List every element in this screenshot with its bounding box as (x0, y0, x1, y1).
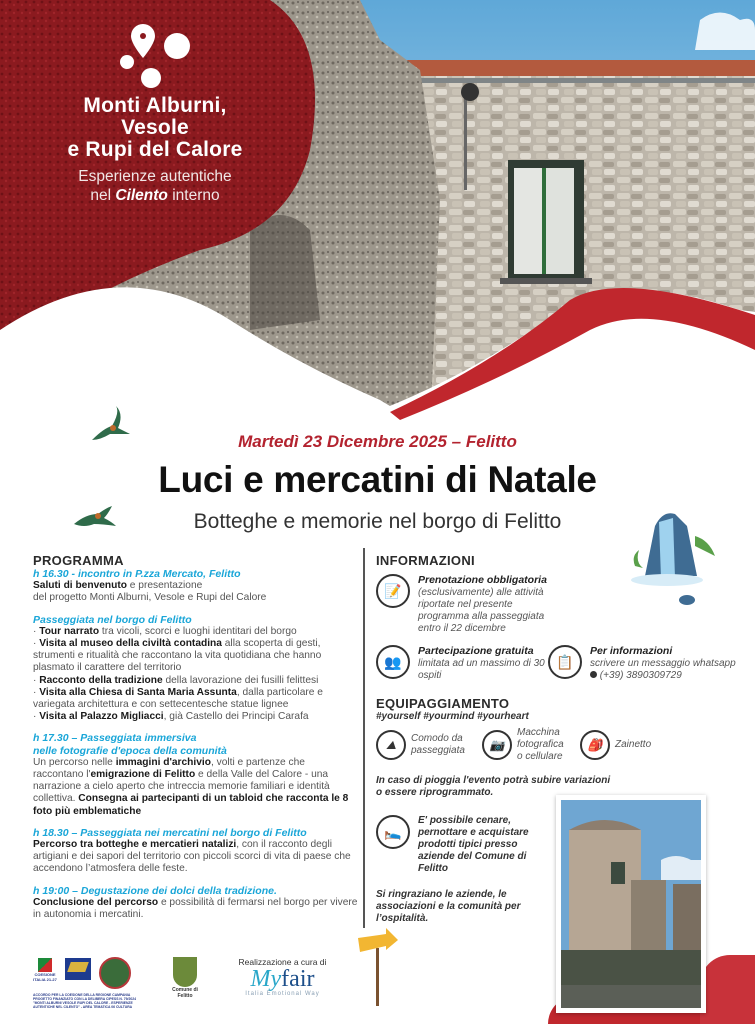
tagline-line1: Esperienze autentiche (78, 168, 232, 185)
red-shape-bottom (700, 955, 755, 1024)
bold-text: Conclusione del percorso (33, 896, 159, 908)
info-title: Partecipazione gratuita (418, 645, 534, 657)
info-text: limitata ad un massimo di 30 ospiti (418, 658, 545, 681)
body-text: , dalla particolare e variegata architettura e con settecentesche statue lignee (33, 686, 323, 711)
equipment-list (376, 727, 746, 763)
programma-block-1900 (33, 885, 358, 922)
camera-icon: 📷 (482, 730, 512, 760)
myfair-wordmark (225, 967, 340, 991)
whatsapp-icon (590, 671, 597, 678)
body-text: , con il racconto degli artigiani e dei sapori del territorio con piccoli scorci di vita di paese che accendono l’atmosfera delle feste. (33, 839, 351, 875)
info-gratuita (376, 645, 548, 682)
brand-name-line2: Vesole (121, 116, 189, 139)
bold-text: Tour narrato (39, 625, 100, 637)
bed-shop-icon: 🛌 (376, 815, 410, 849)
funding-note: ACCORDO PER LA COESIONE DELLA REGIONE CAMPANIA PROGETTO FINANZIATO CON LA DELIBERA CIPESS N. 79/2024 "MONTI ALBURNI VESOLE RUPI DEL CALORE - ESPERIENZE AUTENTICHE NEL CILENTO" - AREA TEMATICA 06 CULTURA (33, 993, 136, 1009)
bold-text: Visita alla Chiesa di Santa Maria Assunta (39, 686, 237, 698)
brand-name-line1: Monti Alburni, (83, 94, 227, 117)
bold-text: Visita al museo della civiltà contadina (39, 638, 222, 650)
people-group-icon: 👥 (376, 645, 410, 679)
regione-campania-logo (65, 958, 91, 980)
tagline-cilento: Cilento (115, 187, 168, 204)
myfair-fair: fair (281, 966, 315, 992)
myfair-logo (225, 957, 340, 997)
body-text: Un percorso nelle (33, 756, 116, 768)
body-text: alla scoperta di gesti, strumenti e ritualità che raccontano la vita quotidiana che hanno plasmato il carattere del territorio (33, 638, 322, 674)
phone-number[interactable]: (+39) 3890309729 (599, 670, 682, 681)
bold-text: Saluti di benvenuto (33, 580, 127, 592)
info-prenotazione (376, 574, 566, 635)
hiker-icon: ⛰ (376, 730, 406, 760)
brand-tagline (20, 167, 290, 205)
hashtags: #yourself #yourmind #yourheart (376, 711, 529, 722)
time-heading: h 16.30 - incontro in P.zza Mercato, Felitto (33, 568, 241, 580)
signpost-illustration-icon (356, 928, 400, 1008)
list-item: · Racconto della tradizione della lavorazione dei fusilli felittesi (33, 674, 319, 686)
info-title: Prenotazione obbligatoria (418, 574, 547, 586)
brand-name-line3: e Rupi del Calore (67, 138, 243, 161)
bold-text: emigrazione di Felitto (90, 769, 196, 781)
coesione-mark-icon (38, 958, 52, 972)
info-contatti (548, 645, 738, 682)
event-title: Luci e mercatini di Natale (158, 459, 597, 500)
equipment-label: Macchina fotografica o cellulare (517, 727, 564, 762)
time-heading: h 18.30 – Passeggiata nei mercatini nel borgo di Felitto (33, 826, 307, 839)
partner-logos (33, 955, 353, 1020)
list-item: · Visita alla Chiesa di Santa Maria Assunta, dalla particolare e variegata architettura e con settecentesche statue lignee (33, 686, 323, 711)
programma-block-1830 (33, 827, 358, 876)
time-heading: h 19:00 – Degustazione dei dolci della tradizione. (33, 884, 277, 897)
equipment-label: Zainetto (615, 739, 652, 750)
list-item: · Visita al Palazzo Migliacci, già Castello dei Principi Carafa (33, 711, 309, 723)
programma-section (33, 553, 358, 930)
comune-felitto-logo (168, 957, 202, 999)
tagline-part-a: nel (90, 187, 116, 204)
myfair-tagline: Italia Emotional Way (245, 991, 320, 997)
coesione-label: COESIONE ITALIA 21-27 (33, 972, 57, 982)
thanks-note: Si ringraziano le aziende, le associazioni e la comunità per l’ospitalità. (376, 889, 521, 924)
bold-text: Percorso tra botteghe e mercatieri natalizi (33, 839, 237, 851)
bold-text: Consegna ai partecipanti di un tabloid che racconta le 8 foto più emblematiche (33, 793, 349, 817)
repubblica-italiana-emblem (99, 957, 131, 989)
bold-text: immagini d'archivio (115, 756, 211, 768)
info-text: scrivere un messaggio whatsapp (590, 658, 736, 669)
time-heading: Passeggiata nel borgo di Felitto (33, 613, 192, 626)
body-paragraph (33, 757, 358, 818)
programma-block-1630 (33, 568, 358, 605)
equipment-item-backpack (580, 727, 651, 763)
body-text: , già Castello dei Principi Carafa (163, 711, 309, 723)
equipment-label: Comodo da passeggiata (411, 733, 465, 756)
myfair-my: My (250, 966, 282, 992)
village-photo-frame (556, 795, 706, 1013)
programma-block-1730 (33, 732, 358, 817)
document-icon: 📝 (376, 574, 410, 608)
body-text: e presentazione (126, 580, 203, 592)
column-divider (363, 548, 365, 928)
clipboard-clock-icon: 📋 (548, 645, 582, 679)
info-title: Per informazioni (590, 645, 673, 657)
programma-heading: PROGRAMMA (33, 553, 124, 568)
bold-text: Racconto della tradizione (39, 674, 163, 686)
equipment-item-camera (482, 727, 570, 763)
list-item: · Tour narrato tra vicoli, scorci e luoghi identitari del borgo (33, 625, 297, 637)
event-date: Martedì 23 Dicembre 2025 – Felitto (238, 432, 517, 451)
equipaggiamento-heading: EQUIPAGGIAMENTO (376, 696, 510, 711)
body-text: del progetto Monti Alburni, Vesole e Rupi del Calore (33, 592, 267, 604)
time-heading: nelle fotografie d'epoca della comunità (33, 744, 227, 757)
coesione-italia-logo (33, 958, 57, 990)
list-item: · Visita al museo della civiltà contadina alla scoperta di gesti, strumenti e ritualità che raccontano la vita quotidiana che hanno plasmato il carattere del territorio (33, 638, 322, 674)
brand-logo (20, 20, 290, 205)
village-photo (561, 800, 701, 1008)
body-text: tra vicoli, scorci e luoghi identitari del borgo (99, 625, 297, 637)
food-note-row (376, 815, 551, 875)
location-pin-logo-icon (115, 20, 195, 90)
tagline-part-c: interno (167, 187, 220, 204)
body-text: della lavorazione dei fusilli felittesi (162, 674, 319, 686)
body-text: , volti e partenze che raccontano l' (33, 756, 305, 781)
bold-text: Visita al Palazzo Migliacci (39, 711, 164, 723)
time-heading: h 17.30 – Passeggiata immersiva (33, 732, 197, 745)
rain-note: In caso di pioggia l'evento potrà subire variazioni o essere riprogrammato. (376, 775, 611, 798)
backpack-icon: 🎒 (580, 730, 610, 760)
felitto-coat-of-arms-icon (173, 957, 197, 987)
campania-mark-icon (67, 962, 89, 972)
equipment-item-shoes (376, 727, 472, 763)
body-text: e della Valle del Calore - una narrazione a cielo aperto che intreccia memorie familiari e identità collettiva. (33, 769, 330, 805)
informazioni-heading: INFORMAZIONI (376, 553, 475, 568)
info-row (376, 639, 746, 682)
info-text: (esclusivamente) alle attività riportate nel presente programma alla passeggiata entro il 22 dicembre (418, 587, 545, 634)
food-note: E' possibile cenare, pernottare e acquistare prodotti tipici presso aziende del Comune di Felitto (418, 815, 529, 874)
body-text: e possibilità di fermarsi nel borgo per vivere in autonomia i mercatini. (33, 896, 358, 921)
comune-label: Comune di Felitto (172, 987, 198, 999)
realizzazione-label: Realizzazione a cura di (238, 957, 327, 967)
event-subtitle: Botteghe e memorie nel borgo di Felitto (193, 510, 562, 533)
programma-block-passeggiata (33, 614, 358, 724)
